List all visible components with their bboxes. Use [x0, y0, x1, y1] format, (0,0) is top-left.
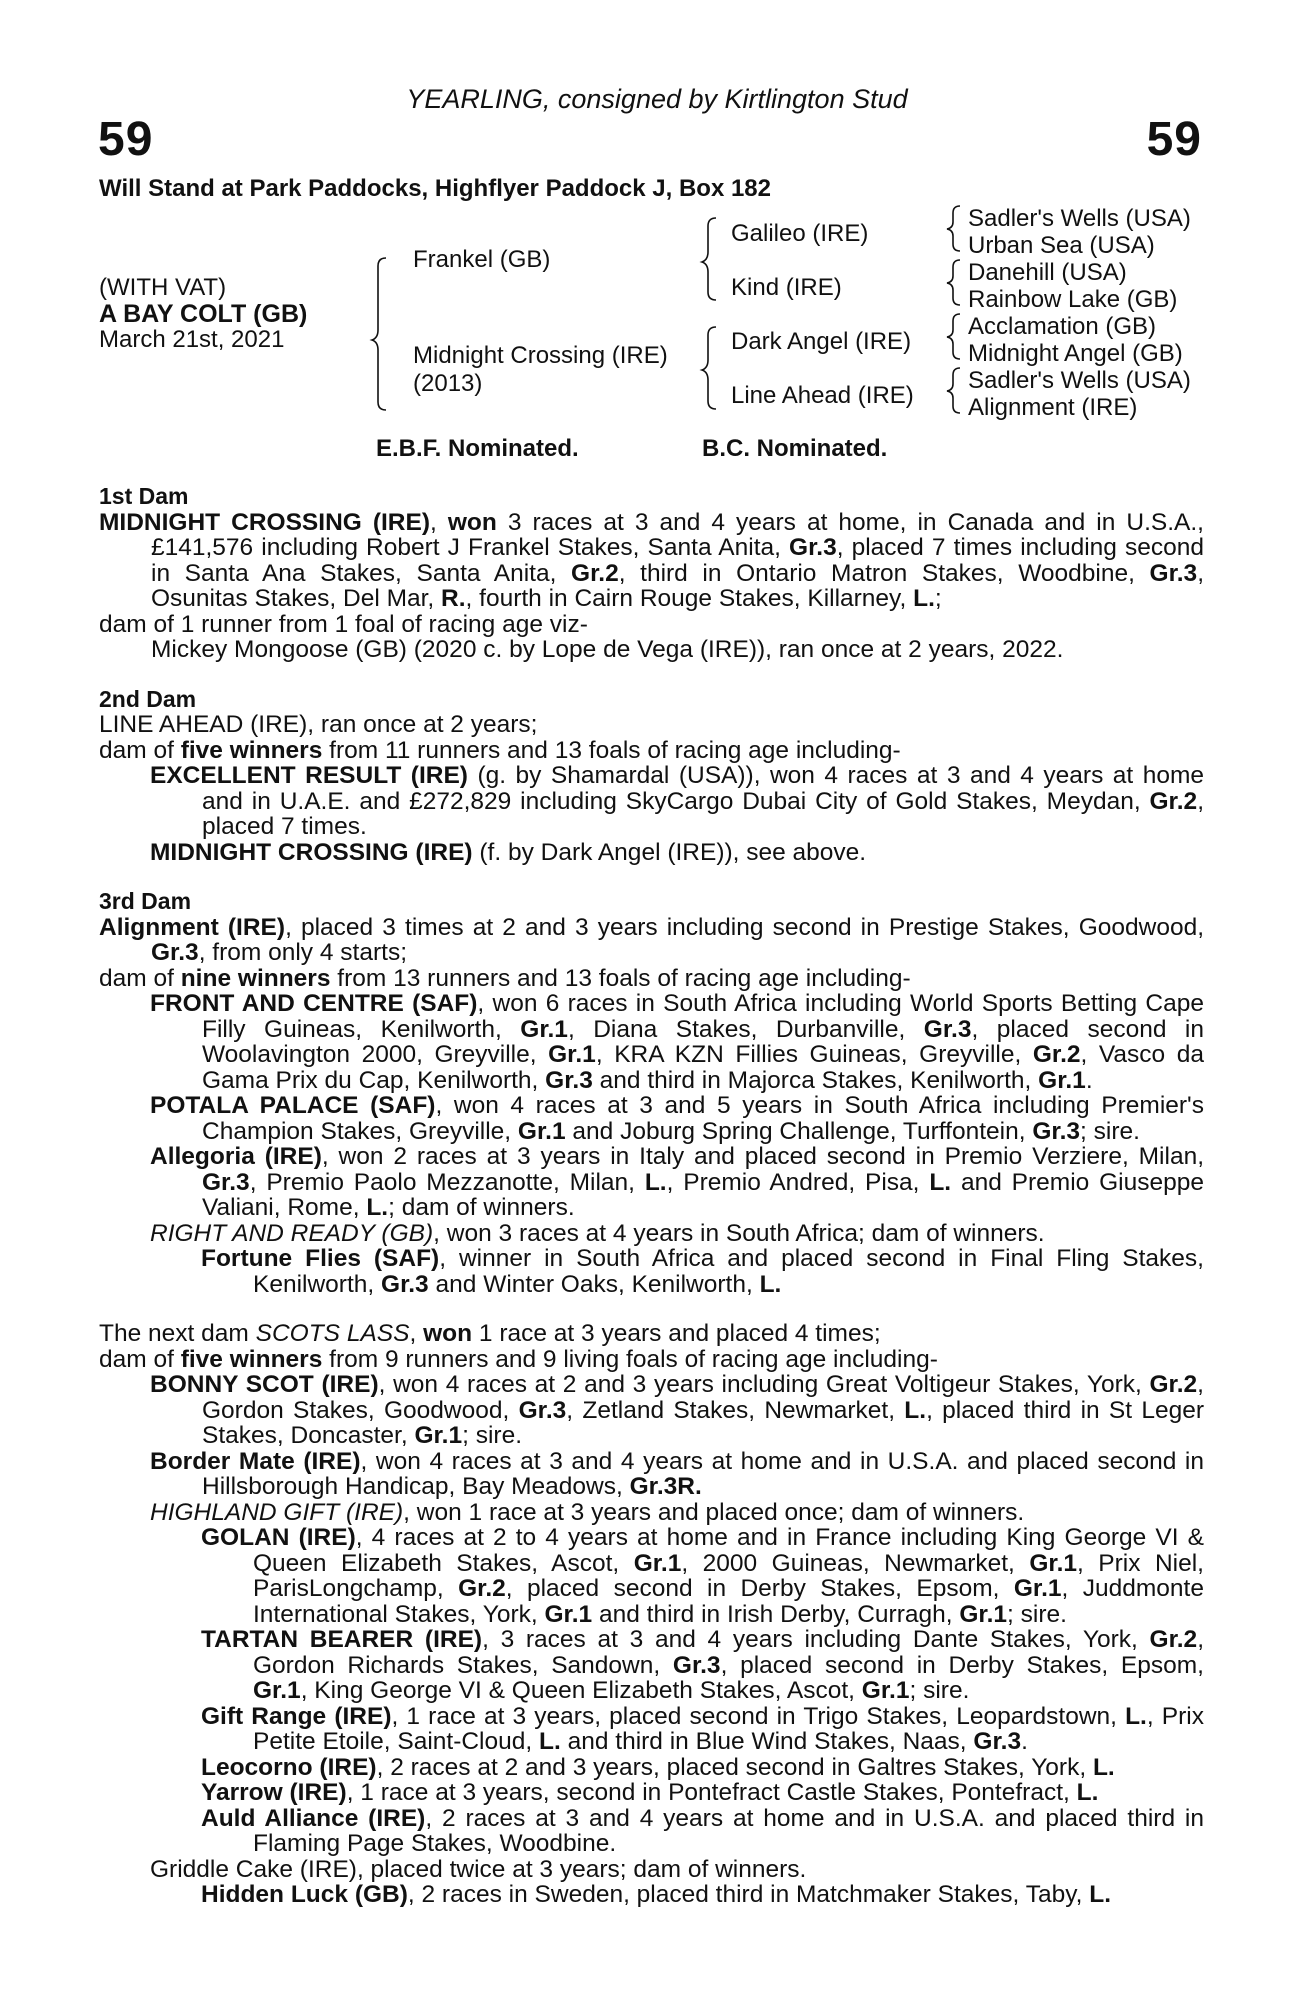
grand-offspring-line: Fortune Flies (SAF), winner in South Africa and placed second in Final Fling Stakes, Kenilworth, Gr.3 and Winter Oaks, Kenilworth, L. — [201, 1245, 1204, 1298]
offspring-line: RIGHT AND READY (GB), won 3 races at 4 years in South Africa; dam of winners. — [150, 1219, 1045, 1247]
gen2-sire-dam: Kind (IRE) — [731, 274, 842, 301]
grand-offspring-line: Hidden Luck (GB), 2 races in Sweden, placed third in Matchmaker Stakes, Taby, L. — [201, 1881, 1112, 1908]
dam-of-line: dam of five winners from 11 runners and 13 foals of racing age including- — [99, 736, 901, 764]
consignment-line: YEARLING, consigned by Kirtlington Stud — [406, 84, 908, 114]
ebf-nominated: E.B.F. Nominated. — [376, 435, 579, 462]
gen3-ancestor: Sadler's Wells (USA) — [968, 205, 1191, 232]
grand-offspring-line: Leocorno (IRE), 2 races at 2 and 3 years, placed second in Galtres Stakes, York, L. — [201, 1753, 1115, 1781]
dam-name: Midnight Crossing (IRE) — [413, 342, 668, 369]
offspring-line: FRONT AND CENTRE (SAF), won 6 races in South Africa including World Sports Betting Cape Filly Guineas, Kenilworth, Gr.1, Diana Stakes, Durbanville, Gr.3, placed second in Woolavington 2000, Greyville, Gr.1, KRA KZN Fillies Guineas, Greyville, Gr.2, Vasco da Gama Prix du Cap, Kenilworth, Gr.3 and third in Majorca Stakes, Kenilworth, Gr.1. — [150, 990, 1205, 1094]
dam1-record: MIDNIGHT CROSSING (IRE), won 3 races at 3 and 4 years at home, in Canada and in U.S.A., £141,576 including Robert J Frankel Stakes, Santa Anita, Gr.3, placed 7 times including second in Santa Ana Stakes, Santa Anita, Gr.2, third in Ontario Matron Stakes, Woodbine, Gr.3, Osunitas Stakes, Del Mar, R., fourth in Cairn Rouge Stakes, Killarney, L.; — [99, 508, 1205, 612]
gen3-ancestor: Rainbow Lake (GB) — [968, 286, 1178, 313]
gen3-ancestor: Urban Sea (USA) — [968, 232, 1155, 259]
offspring-line: Mickey Mongoose (GB) (2020 c. by Lope de Vega (IRE)), ran once at 2 years, 2022. — [151, 636, 1064, 663]
horse-name: A BAY COLT (GB) — [99, 300, 308, 328]
gen3-ancestor: Danehill (USA) — [968, 259, 1127, 286]
gen2-dam-sire: Dark Angel (IRE) — [731, 328, 912, 355]
sire-name: Frankel (GB) — [413, 246, 551, 273]
dam-of-line: dam of nine winners from 13 runners and 13 foals of racing age including- — [99, 964, 911, 992]
offspring-line: BONNY SCOT (IRE), won 4 races at 2 and 3 years including Great Voltigeur Stakes, York, Gr.2, Gordon Stakes, Goodwood, Gr.3, Zetland Stakes, Newmarket, L., placed third in St Leger Stakes, Doncaster, Gr.1; sire. — [150, 1371, 1204, 1449]
catalogue-body — [99, 484, 1204, 1908]
dam-of-line: dam of five winners from 9 runners and 9 living foals of racing age including- — [99, 1345, 938, 1373]
section-heading: 3rd Dam — [99, 888, 192, 914]
lot-number-left: 59 — [98, 113, 154, 166]
section-heading: 2nd Dam — [99, 685, 197, 712]
offspring-line: Allegoria (IRE), won 2 races at 3 years in Italy and placed second in Premio Verziere, Milan, Gr.3, Premio Paolo Mezzanotte, Milan, L., Premio Andred, Pisa, L. and Premio Giuseppe Valiani, Rome, L.; dam of winners. — [150, 1143, 1205, 1221]
grand-offspring-line: Yarrow (IRE), 1 race at 3 years, second in Pontefract Castle Stakes, Pontefract, L. — [201, 1779, 1099, 1806]
stand-location: Will Stand at Park Paddocks, Highflyer Paddock J, Box 182 — [99, 175, 771, 202]
gen3-ancestor: Midnight Angel (GB) — [968, 340, 1183, 367]
grand-offspring-line: Auld Alliance (IRE), 2 races at 3 and 4 years at home and in U.S.A. and placed third in Flaming Page Stakes, Woodbine. — [201, 1804, 1204, 1857]
bc-nominated: B.C. Nominated. — [702, 435, 888, 462]
gen3-ancestor: Sadler's Wells (USA) — [968, 367, 1191, 394]
grand-offspring-line: TARTAN BEARER (IRE), 3 races at 3 and 4 years including Dante Stakes, York, Gr.2, Gordon Richards Stakes, Sandown, Gr.3, placed second in Derby Stakes, Epsom, Gr.1, King George VI & Queen Elizabeth Stakes, Ascot, Gr.1; sire. — [201, 1626, 1205, 1704]
grand-offspring-line: GOLAN (IRE), 4 races at 2 to 4 years at home and in France including King George VI & Queen Elizabeth Stakes, Ascot, Gr.1, 2000 Guineas, Newmarket, Gr.1, Prix Niel, ParisLongchamp, Gr.2, placed second in Derby Stakes, Epsom, Gr.1, Juddmonte International Stakes, York, Gr.1 and third in Irish Derby, Curragh, Gr.1; sire. — [201, 1524, 1204, 1628]
dam2-record: LINE AHEAD (IRE), ran once at 2 years; — [99, 711, 538, 738]
horse-dob: March 21st, 2021 — [99, 326, 285, 353]
gen3-ancestor: Acclamation (GB) — [968, 313, 1157, 340]
dam-of-line: dam of 1 runner from 1 foal of racing age viz- — [99, 610, 588, 638]
dam-year: (2013) — [413, 370, 483, 397]
grand-offspring-line: Gift Range (IRE), 1 race at 3 years, placed second in Trigo Stakes, Leopardstown, L., Prix Petite Etoile, Saint-Cloud, L. and third in Blue Wind Stakes, Naas, Gr.3. — [201, 1702, 1204, 1755]
next-dam-record: The next dam SCOTS LASS, won 1 race at 3 years and placed 4 times; — [99, 1320, 881, 1347]
vat-note: (WITH VAT) — [99, 274, 227, 301]
offspring-line: MIDNIGHT CROSSING (IRE) (f. by Dark Angel (IRE)), see above. — [150, 838, 867, 866]
offspring-line: Griddle Cake (IRE), placed twice at 3 years; dam of winners. — [150, 1855, 807, 1883]
gen3-ancestor: Alignment (IRE) — [968, 394, 1138, 421]
gen2-dam-dam: Line Ahead (IRE) — [731, 382, 914, 409]
gen2-sire-sire: Galileo (IRE) — [731, 220, 869, 247]
offspring-line: EXCELLENT RESULT (IRE) (g. by Shamardal (USA)), won 4 races at 3 and 4 years at home and in U.A.E. and £272,829 including SkyCargo Dubai City of Gold Stakes, Meydan, Gr.2, placed 7 times. — [150, 762, 1205, 840]
lot-number-right: 59 — [1146, 113, 1202, 166]
section-heading: 1st Dam — [99, 483, 189, 509]
offspring-line: HIGHLAND GIFT (IRE), won 1 race at 3 years and placed once; dam of winners. — [150, 1498, 1025, 1526]
offspring-line: POTALA PALACE (SAF), won 4 races at 3 and 5 years in South Africa including Premier's Champion Stakes, Greyville, Gr.1 and Joburg Spring Challenge, Turffontein, Gr.3; sire. — [150, 1092, 1204, 1145]
dam3-record: Alignment (IRE), placed 3 times at 2 and 3 years including second in Prestige Stakes, Goodwood, Gr.3, from only 4 starts; — [99, 913, 1204, 966]
offspring-line: Border Mate (IRE), won 4 races at 3 and 4 years at home and in U.S.A. and placed second in Hillsborough Handicap, Bay Meadows, Gr.3R. — [150, 1447, 1204, 1500]
